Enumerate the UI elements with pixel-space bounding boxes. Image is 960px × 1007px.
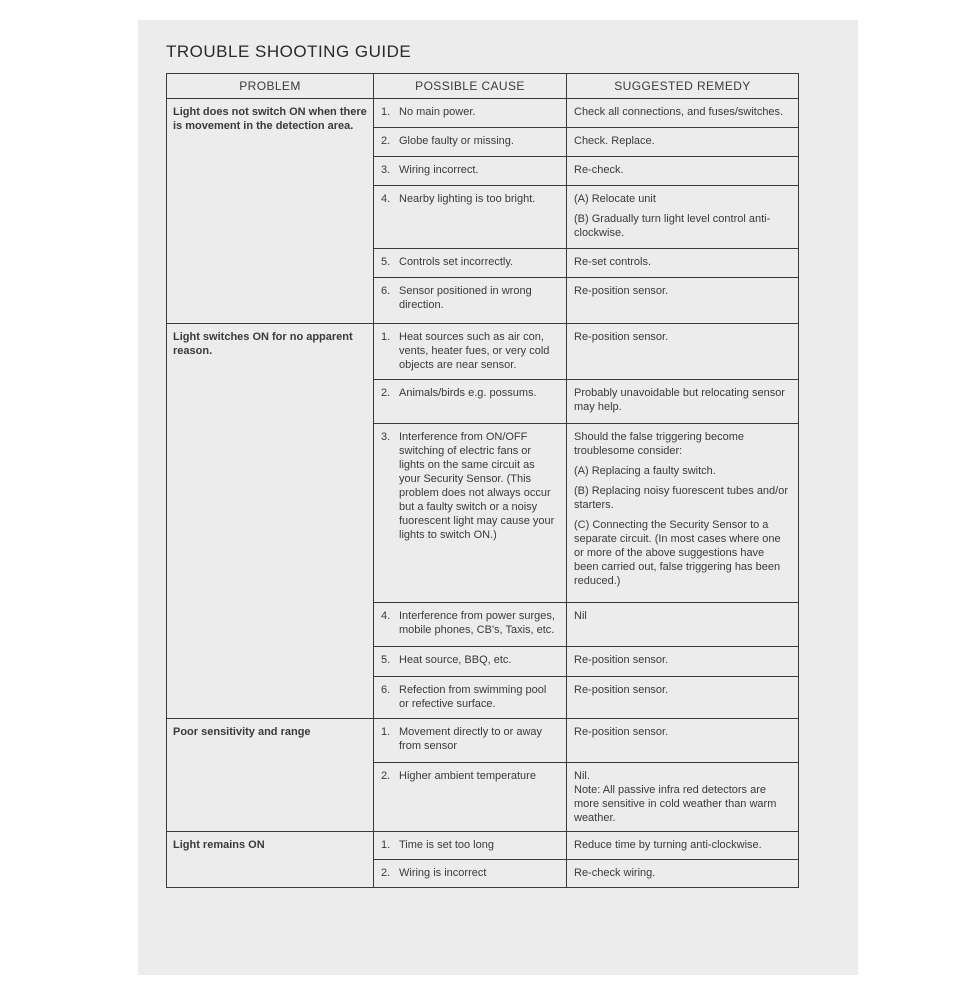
cause-cell <box>374 860 567 888</box>
remedy-text: Re-position sensor. <box>574 331 669 343</box>
cause-item <box>381 653 559 667</box>
problem-text: Poor sensitivity and range <box>173 726 311 738</box>
header-possible-cause: POSSIBLE CAUSE <box>374 74 567 99</box>
remedy-cell <box>567 832 799 860</box>
remedy-cell <box>567 249 799 278</box>
cause-text: Time is set too long <box>399 839 494 851</box>
table-row <box>167 324 799 380</box>
remedy-cell <box>567 719 799 763</box>
cause-item <box>381 769 559 783</box>
table-row <box>167 719 799 763</box>
remedy-text: Re-position sensor. <box>574 726 669 738</box>
problem-cell <box>167 99 374 324</box>
cause-cell <box>374 647 567 677</box>
cause-number: 4. <box>381 610 391 622</box>
cause-item <box>381 330 559 372</box>
page-title: TROUBLE SHOOTING GUIDE <box>166 42 412 61</box>
cause-text: Refection from swimming pool or refective surface. <box>399 684 547 710</box>
cause-cell <box>374 424 567 603</box>
problem-text: Light does not switch ON when there is movement in the detection area. <box>173 106 367 132</box>
table-row <box>167 99 799 128</box>
cause-number: 2. <box>381 135 391 147</box>
cause-text: Animals/birds e.g. possums. <box>399 387 537 399</box>
remedy-text: Re-set controls. <box>574 256 652 268</box>
troubleshooting-table <box>166 73 799 888</box>
remedy-cell <box>567 128 799 157</box>
problem-text: Light switches ON for no apparent reason. <box>173 331 353 357</box>
cause-cell <box>374 380 567 424</box>
cause-text: Movement directly to or away from sensor <box>399 726 543 752</box>
remedy-cell <box>567 603 799 647</box>
cause-text: Globe faulty or missing. <box>399 135 514 147</box>
cause-item <box>381 192 559 206</box>
cause-cell <box>374 278 567 324</box>
cause-text: Wiring incorrect. <box>399 164 479 176</box>
header-suggested-remedy: SUGGESTED REMEDY <box>567 74 799 99</box>
cause-number: 5. <box>381 256 391 268</box>
cause-number: 6. <box>381 684 391 696</box>
cause-number: 3. <box>381 164 391 176</box>
cause-item <box>381 163 559 177</box>
cause-text: Controls set incorrectly. <box>399 256 514 268</box>
remedy-text: Check. Replace. <box>574 135 655 147</box>
cause-item <box>381 386 559 400</box>
cause-number: 3. <box>381 431 391 443</box>
remedy-cell <box>567 99 799 128</box>
cause-text: Interference from power surges, mobile phones, CB's, Taxis, etc. <box>399 610 555 636</box>
cause-cell <box>374 99 567 128</box>
cause-item <box>381 609 559 637</box>
cause-cell <box>374 677 567 719</box>
cause-text: Nearby lighting is too bright. <box>399 193 536 205</box>
cause-item <box>381 134 559 148</box>
remedy-text: Check all connections, and fuses/switches. <box>574 106 784 118</box>
cause-cell <box>374 128 567 157</box>
cause-number: 2. <box>381 387 391 399</box>
remedy-text: Re-check wiring. <box>574 867 656 879</box>
table-row <box>167 832 799 860</box>
cause-text: Wiring is incorrect <box>399 867 487 879</box>
remedy-cell <box>567 677 799 719</box>
remedy-cell <box>567 380 799 424</box>
cause-cell <box>374 157 567 186</box>
cause-number: 2. <box>381 770 391 782</box>
remedy-text: Re-check. <box>574 164 624 176</box>
remedy-text: (B) Gradually turn light level control anti-clockwise. <box>574 213 771 239</box>
cause-cell <box>374 324 567 380</box>
remedy-cell <box>567 763 799 832</box>
cause-number: 6. <box>381 285 391 297</box>
remedy-cell <box>567 860 799 888</box>
cause-item <box>381 430 559 542</box>
cause-number: 4. <box>381 193 391 205</box>
remedy-cell <box>567 324 799 380</box>
cause-item <box>381 105 559 119</box>
remedy-text: Probably unavoidable but relocating sensor may help. <box>574 387 785 413</box>
remedy-text: Should the false triggering become troublesome consider: <box>574 431 744 457</box>
remedy-cell <box>567 278 799 324</box>
cause-text: Interference from ON/OFF switching of electric fans or lights on the same circuit as your Security Sensor. (This problem does not always occur but a faulty switch or a noisy fuorescent light may cause your lights to switch ON.) <box>399 431 555 541</box>
cause-item <box>381 838 559 852</box>
remedy-text: (A) Replacing a faulty switch. <box>574 465 716 477</box>
remedy-cell <box>567 424 799 603</box>
cause-text: No main power. <box>399 106 476 118</box>
cause-text: Heat source, BBQ, etc. <box>399 654 512 666</box>
cause-cell <box>374 603 567 647</box>
cause-cell <box>374 719 567 763</box>
remedy-text: (C) Connecting the Security Sensor to a separate circuit. (In most cases where one or more of the above suggestions have been carried out, false triggering has been reduced.) <box>574 519 781 587</box>
cause-cell <box>374 763 567 832</box>
cause-cell <box>374 249 567 278</box>
remedy-text: Re-position sensor. <box>574 285 669 297</box>
cause-item <box>381 725 559 753</box>
remedy-text: (B) Replacing noisy fuorescent tubes and/or starters. <box>574 485 789 511</box>
remedy-cell <box>567 186 799 249</box>
cause-text: Higher ambient temperature <box>399 770 536 782</box>
cause-cell <box>374 832 567 860</box>
cause-text: Sensor positioned in wrong direction. <box>399 285 532 311</box>
cause-number: 1. <box>381 839 391 851</box>
cause-item <box>381 284 559 312</box>
remedy-text: Nil. <box>574 770 590 782</box>
cause-number: 2. <box>381 867 391 879</box>
header-problem: PROBLEM <box>167 74 374 99</box>
problem-cell <box>167 719 374 832</box>
cause-item <box>381 683 559 711</box>
problem-cell <box>167 832 374 888</box>
problem-cell <box>167 324 374 719</box>
cause-number: 1. <box>381 106 391 118</box>
remedy-text: Note: All passive infra red detectors are more sensitive in cold weather than warm weather. <box>574 784 777 824</box>
problem-text: Light remains ON <box>173 839 265 851</box>
table-body <box>167 99 799 888</box>
remedy-cell <box>567 647 799 677</box>
remedy-cell <box>567 157 799 186</box>
cause-item <box>381 255 559 269</box>
remedy-text: Reduce time by turning anti-clockwise. <box>574 839 762 851</box>
cause-number: 1. <box>381 726 391 738</box>
remedy-text: (A) Relocate unit <box>574 193 656 205</box>
table-header-row <box>167 74 799 99</box>
remedy-text: Re-position sensor. <box>574 684 669 696</box>
cause-cell <box>374 186 567 249</box>
cause-number: 1. <box>381 331 391 343</box>
cause-number: 5. <box>381 654 391 666</box>
remedy-text: Nil <box>574 610 587 622</box>
cause-item <box>381 866 559 880</box>
cause-text: Heat sources such as air con, vents, heater fues, or very cold objects are near sensor. <box>399 331 550 371</box>
remedy-text: Re-position sensor. <box>574 654 669 666</box>
